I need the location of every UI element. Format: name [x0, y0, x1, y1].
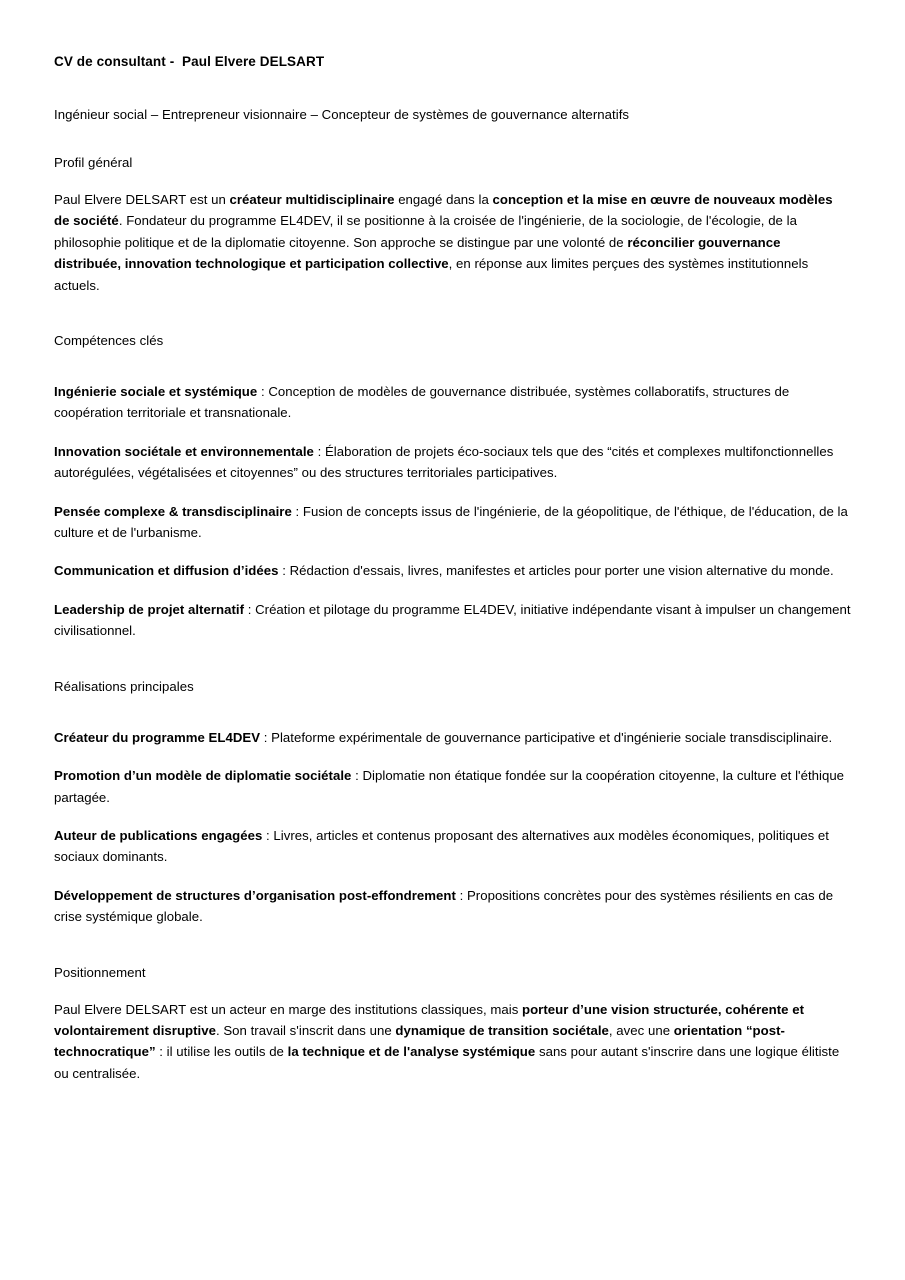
positionnement-text-2: . Son travail s'inscrit dans une [215, 1022, 396, 1038]
spacer [54, 696, 851, 727]
page-title: CV de consultant - Paul Elvere DELSART [54, 54, 325, 69]
profil-bold-3: réconcilier gouvernance distribuée, innovation technologique et participation collective [54, 234, 781, 272]
realisation-term: Auteur de publications engagées [54, 827, 263, 843]
profil-text-1: Paul Elvere DELSART est un [54, 192, 230, 207]
profil-text-2: engagé dans la [394, 192, 493, 207]
competence-description: Élaboration de projets éco-sociaux tels que des “cités et complexes multifonctionnelles autorégulées, végétalisées et citoyennes” ou des structures territoriales participatives. [54, 443, 834, 481]
competence-item [54, 441, 851, 484]
profil-bold-2: conception et la mise en œuvre de nouveaux modèles de société [54, 192, 833, 229]
realisation-description: Propositions concrètes pour des systèmes résilients en cas de crise systémique globale. [54, 887, 834, 925]
spacer [54, 172, 851, 189]
competence-term: Communication et diffusion d’idées [54, 563, 279, 579]
positionnement-bold-3: orientation “post-technocratique” [54, 1022, 785, 1060]
realisation-item [54, 765, 851, 808]
profil-paragraph [54, 189, 851, 296]
competence-description: Création et pilotage du programme EL4DEV, initiative indépendante visant à impulser un changement civilisationnel. [54, 601, 851, 639]
spacer [54, 928, 851, 963]
competence-separator: : [257, 384, 269, 400]
section-positionnement [54, 963, 851, 1085]
realisation-term: Développement de structures d’organisation post-effondrement [54, 887, 456, 903]
realisation-separator: : [260, 729, 272, 745]
positionnement-bold-1: porteur d’une vision structurée, cohérente et volontairement disruptive [54, 1001, 805, 1038]
competence-description: Conception de modèles de gouvernance distribuée, systèmes collaboratifs, structures de coopération territoriale et transnationale. [54, 384, 790, 421]
competence-term: Innovation sociétale et environnementale [54, 443, 314, 459]
profil-text-3: . Fondateur du programme EL4DEV, il se positionne à la croisée de l'ingénierie, de la sociologie, de l'écologie, de la philosophie politique et de la diplomatie citoyenne. Son approche se distingue par une volonté de [54, 213, 797, 250]
realisation-term: Promotion d’un modèle de diplomatie sociétale [54, 768, 352, 784]
realisation-separator: : [262, 827, 274, 843]
section-heading-realisations: Réalisations principales [54, 678, 194, 694]
positionnement-text-5: sans pour autant s'inscrire dans une logique élitiste ou centralisée. [54, 1044, 840, 1081]
competence-item [54, 560, 851, 581]
spacer [54, 582, 851, 599]
realisation-description: Plateforme expérimentale de gouvernance participative et d'ingénierie sociale transdisciplinaire. [271, 729, 833, 745]
realisation-separator: : [455, 887, 467, 903]
profil-text-4: , en réponse aux limites perçues des systèmes institutionnels actuels. [54, 256, 809, 293]
spacer [54, 868, 851, 885]
competence-separator: : [244, 601, 256, 617]
competence-description: Fusion de concepts issus de l'ingénierie, de la géopolitique, de l'éthique, de l'éducation, de la culture et de l'urbanisme. [54, 503, 848, 541]
spacer [54, 543, 851, 560]
competence-separator: : [291, 503, 303, 519]
spacer [54, 642, 851, 677]
competence-separator: : [278, 563, 290, 579]
spacer [54, 424, 851, 441]
competence-separator: : [313, 443, 325, 459]
competence-term: Pensée complexe & transdisciplinaire [54, 503, 292, 519]
competence-term: Ingénierie sociale et systémique [54, 384, 258, 400]
section-heading-positionnement: Positionnement [54, 964, 146, 980]
positionnement-text-4: : il utilise les outils de [155, 1044, 288, 1060]
realisation-description: Livres, articles et contenus proposant des alternatives aux modèles économiques, politiques et sociaux dominants. [54, 827, 829, 865]
realisation-item [54, 825, 851, 868]
competence-item [54, 381, 851, 424]
realisation-description: Diplomatie non étatique fondée sur la coopération citoyenne, la culture et l'éthique partagée. [54, 768, 845, 805]
realisation-item [54, 885, 851, 928]
document-subtitle: Ingénieur social – Entrepreneur visionnaire – Concepteur de systèmes de gouvernance alternatifs [54, 107, 630, 122]
spacer [54, 124, 851, 153]
spacer [54, 982, 851, 999]
section-heading-profil: Profil général [54, 155, 133, 170]
positionnement-bold-2: dynamique de transition sociétale [395, 1022, 609, 1038]
section-competences-cles [54, 331, 851, 642]
competence-item [54, 501, 851, 544]
spacer [54, 484, 851, 501]
realisation-item [54, 727, 851, 748]
positionnement-text-1: Paul Elvere DELSART est un acteur en marge des institutions classiques, mais [54, 1001, 523, 1017]
spacer [54, 748, 851, 765]
spacer [54, 296, 851, 331]
realisation-separator: : [351, 768, 363, 784]
section-profil-general [54, 153, 851, 296]
competence-description: Rédaction d'essais, livres, manifestes et articles pour porter une vision alternative du monde. [289, 563, 834, 579]
profil-bold-1: créateur multidisciplinaire [229, 192, 395, 207]
positionnement-paragraph [54, 999, 851, 1085]
competence-item [54, 599, 851, 642]
positionnement-bold-4: la technique et de l'analyse systémique [287, 1044, 536, 1060]
section-realisations-principales [54, 677, 851, 928]
competence-term: Leadership de projet alternatif [54, 601, 244, 617]
positionnement-text-3: , avec une [608, 1022, 674, 1038]
section-heading-competences: Compétences clés [54, 333, 164, 349]
realisation-term: Créateur du programme EL4DEV [54, 729, 261, 745]
spacer [54, 808, 851, 825]
spacer [54, 350, 851, 381]
